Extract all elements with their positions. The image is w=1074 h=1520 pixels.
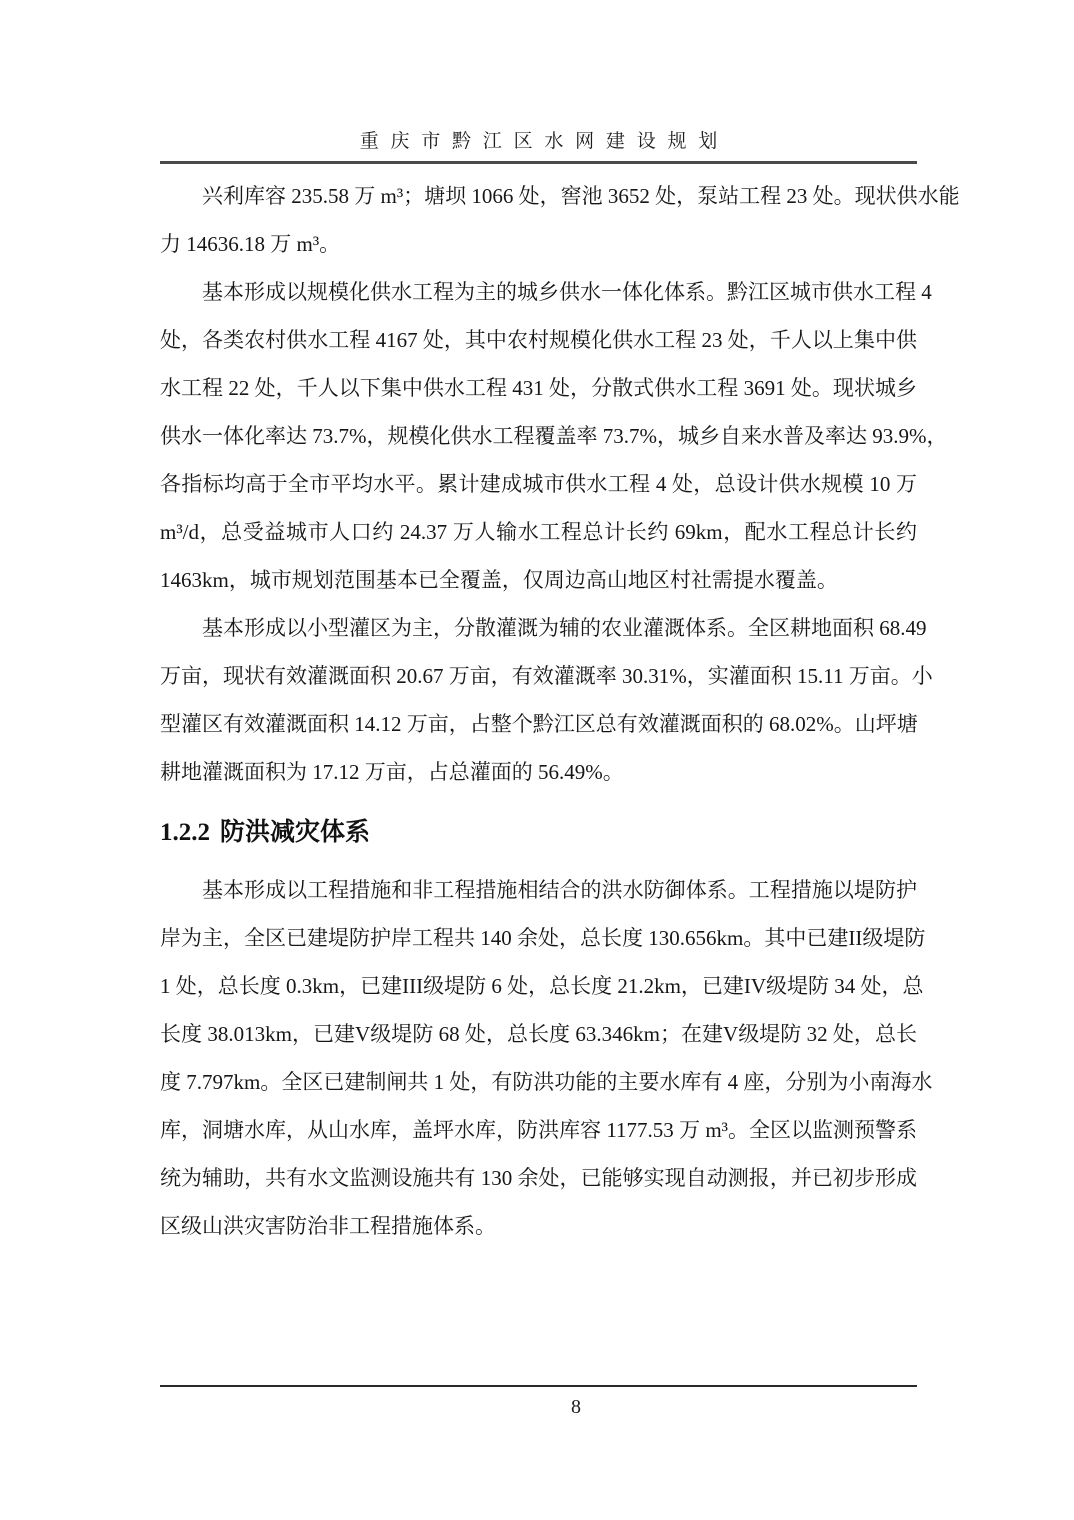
body-line: 基本形成以工程措施和非工程措施相结合的洪水防御体系。工程措施以堤防护 bbox=[202, 878, 917, 902]
document-body bbox=[160, 172, 960, 1250]
page-header bbox=[160, 0, 917, 164]
paragraph-supply-capacity bbox=[160, 172, 960, 268]
section-heading-1-2-2 bbox=[160, 808, 917, 852]
body-line: m³/d，总受益城市人口约 24.37 万人输水工程总计长约 69km，配水工程总计长约 bbox=[160, 520, 917, 544]
body-line: 万亩，现状有效灌溉面积 20.67 万亩，有效灌溉率 30.31%，实灌面积 15.11 万亩。小 bbox=[160, 664, 933, 688]
body-line: 水工程 22 处，千人以下集中供水工程 431 处，分散式供水工程 3691 处。现状城乡 bbox=[160, 376, 917, 400]
body-line: 兴利库容 235.58 万 m³；塘坝 1066 处，窖池 3652 处，泵站工程 23 处。现状供水能 bbox=[202, 184, 960, 208]
paragraph-irrigation bbox=[160, 604, 933, 796]
body-line: 耕地灌溉面积为 17.12 万亩，占总灌面的 56.49%。 bbox=[160, 760, 624, 784]
paragraph-flood-control bbox=[160, 866, 933, 1250]
body-line: 基本形成以小型灌区为主，分散灌溉为辅的农业灌溉体系。全区耕地面积 68.49 bbox=[202, 616, 927, 640]
body-line: 力 14636.18 万 m³。 bbox=[160, 232, 341, 256]
body-line: 型灌区有效灌溉面积 14.12 万亩，占整个黔江区总有效灌溉面积的 68.02%。山坪塘 bbox=[160, 712, 918, 736]
body-line: 长度 38.013km，已建V级堤防 68 处，总长度 63.346km；在建V级堤防 32 处，总长 bbox=[160, 1022, 917, 1046]
body-line: 各指标均高于全市平均水平。累计建成城市供水工程 4 处，总设计供水规模 10 万 bbox=[160, 472, 917, 496]
body-line: 度 7.797km。全区已建制闸共 1 处，有防洪功能的主要水库有 4 座，分别为小南海水 bbox=[160, 1070, 933, 1094]
paragraph-urban-rural-supply bbox=[160, 268, 948, 604]
body-line: 供水一体化率达 73.7%，规模化供水工程覆盖率 73.7%，城乡自来水普及率达 93.9%， bbox=[160, 424, 948, 448]
body-line: 基本形成以规模化供水工程为主的城乡供水一体化体系。黔江区城市供水工程 4 bbox=[202, 280, 932, 304]
body-line: 区级山洪灾害防治非工程措施体系。 bbox=[160, 1214, 496, 1238]
page-number: 8 bbox=[571, 1396, 581, 1418]
body-line: 1463km，城市规划范围基本已全覆盖，仅周边高山地区村社需提水覆盖。 bbox=[160, 568, 838, 592]
body-line: 统为辅助，共有水文监测设施共有 130 余处，已能够实现自动测报，并已初步形成 bbox=[160, 1166, 917, 1190]
body-line: 岸为主，全区已建堤防护岸工程共 140 余处，总长度 130.656km。其中已建II级堤防 bbox=[160, 926, 926, 950]
section-number: 1.2.2 bbox=[160, 819, 210, 846]
document-title: 重庆市黔江区水网建设规划 bbox=[359, 131, 730, 152]
body-line: 库，洞塘水库，从山水库，盖坪水库，防洪库容 1177.53 万 m³。全区以监测预警系 bbox=[160, 1118, 917, 1142]
footer-divider bbox=[160, 1385, 917, 1387]
body-line: 1 处，总长度 0.3km，已建III级堤防 6 处，总长度 21.2km，已建IV级堤防 34 处，总 bbox=[160, 974, 924, 998]
body-line: 处，各类农村供水工程 4167 处，其中农村规模化供水工程 23 处，千人以上集中供 bbox=[160, 328, 917, 352]
section-title: 防洪减灾体系 bbox=[220, 818, 371, 846]
